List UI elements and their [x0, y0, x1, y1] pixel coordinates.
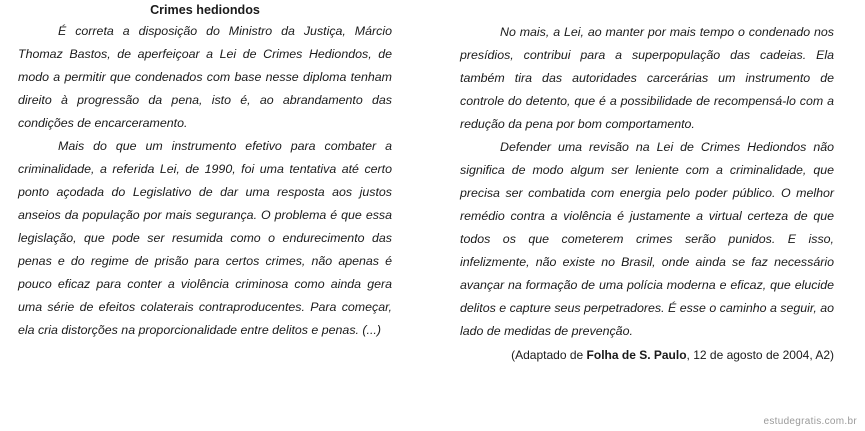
- source-suffix: , 12 de agosto de 2004, A2): [686, 348, 834, 362]
- source-prefix: (Adaptado de: [511, 348, 587, 362]
- article-title: Crimes hediondos: [150, 3, 260, 17]
- site-watermark: estudegratis.com.br: [763, 416, 857, 427]
- paragraph: Defender uma revisão na Lei de Crimes Hediondos não significa de modo algum ser leniente com a criminalidade, que precisa ser combatida com energia pelo poder público. O melhor remédio contra a violência é justamente a virtual certeza de que todos os que cometerem crimes serão punidos. E isso, infelizmente, não existe no Brasil, onde ainda se faz necessário avançar na formação de uma polícia moderna e eficaz, que elucide delitos e capture seus perpetradores. É esse o caminho a seguir, ao lado de medidas de prevenção.: [460, 140, 835, 338]
- source-citation: [460, 345, 834, 365]
- paragraph: É correta a disposição do Ministro da Justiça, Márcio Thomaz Bastos, de aperfeiçoar a Lei de Crimes Hediondos, de modo a permitir que condenados com base nesse diploma tenham direito à progressão da pena, isto é, ao abrandamento das condições de encarceramento.: [18, 24, 392, 130]
- left-column: [18, 0, 392, 342]
- paragraph: Mais do que um instrumento efetivo para combater a criminalidade, a referida Lei, de 1990, foi uma tentativa até certo ponto açodada do Legislativo de dar uma resposta aos justos anseios da população por mais segurança. O problema é que essa legislação, que pode ser resumida como o endurecimento das penas e do regime de prisão para certos crimes, não apenas é pouco eficaz para conter a violência criminosa como ainda gera uma série de efeitos colaterais contraproducentes. Para começar, ela cria distorções na proporcionalidade entre delitos e penas. (...): [18, 139, 392, 337]
- right-column: [460, 0, 834, 343]
- paragraph: No mais, a Lei, ao manter por mais tempo o condenado nos presídios, contribui para a superpopulação das cadeias. Ela também tira das autoridades carcerárias um instrumento de controle do detento, que é a possibilidade de recompensá-lo com a redução da pena por bom comportamento.: [460, 25, 834, 131]
- source-publication: Folha de S. Paulo: [586, 348, 687, 362]
